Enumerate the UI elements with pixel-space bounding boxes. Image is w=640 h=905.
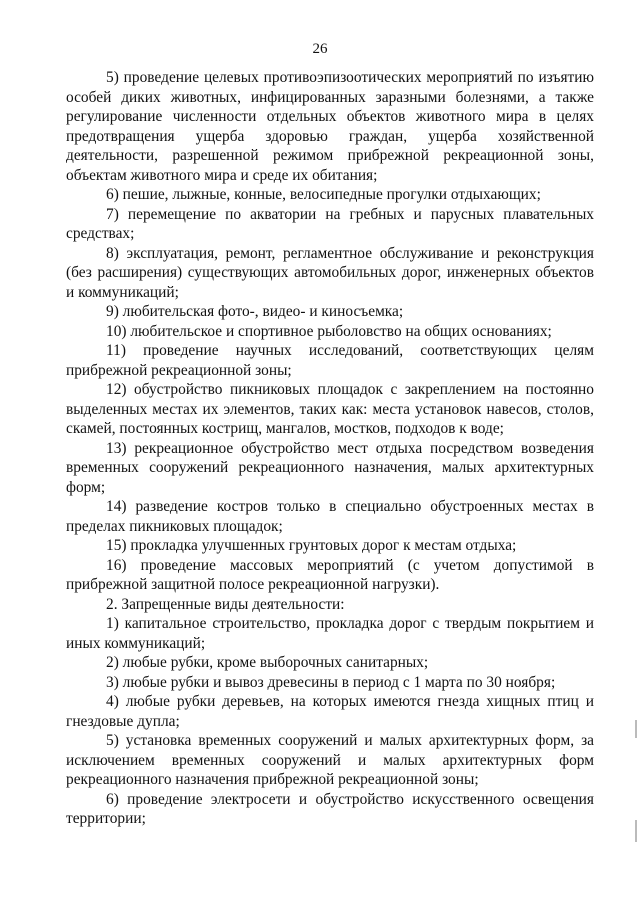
prohibited-item-1-construction: 1) капитальное строительство, прокладка дорог с твердым покрытием и иных коммуникаций; [66,615,594,652]
paragraph-item-11-research: 11) проведение научных исследований, соответствующих целям прибрежной рекреационной зоны; [66,342,594,379]
prohibited-item-2-felling: 2) любые рубки, кроме выборочных санитарных; [106,654,429,671]
prohibited-item-6-lighting: 6) проведение электросети и обустройство искусственного освещения территории; [66,790,594,827]
paragraph-item-14-campfires: 14) разведение костров только в специально обустроенных местах в пределах пикниковых площадок; [66,498,594,535]
paragraph-item-5-epizootic: 5) проведение целевых противоэпизоотических мероприятий по изъятию особей диких животных, инфицированных заразными болезнями, а также регулирование численности отдельных объектов животного мира в целях предотвращения ущерба здоровью граждан, ущерба хозяйственной деятельности, разрешенной режимом прибрежной рекреационной зоны, объектам животного мира и среде их обитания; [66,69,594,184]
scan-edge-mark [635,720,637,738]
document-body [66,68,594,829]
paragraph-item-7-water-travel: 7) перемещение по акватории на гребных и парусных плавательных средствах; [66,205,594,242]
section-heading-prohibited: 2. Запрещенные виды деятельности: [106,595,345,613]
paragraph-item-6-walks: 6) пешие, лыжные, конные, велосипедные прогулки отдыхающих; [106,186,541,203]
paragraph-item-12-picnic: 12) обустройство пикниковых площадок с закреплением на постоянно выделенных местах их элементов, таких как: места установок навесов, столов, скамей, постоянных кострищ, мангалов, мостков, подходов к воде; [66,381,594,437]
paragraph-item-9-photo: 9) любительская фото-, видео- и киносъемка; [106,303,404,320]
scan-edge-mark [635,820,637,842]
paragraph-item-15-dirt-roads: 15) прокладка улучшенных грунтовых дорог к местам отдыха; [106,537,517,554]
prohibited-item-3-timber: 3) любые рубки и вывоз древесины в период с 1 марта по 30 ноября; [106,673,556,691]
page-number: 26 [312,41,328,57]
prohibited-item-4-nest-trees: 4) любые рубки деревьев, на которых имеются гнезда хищных птиц и гнездовые дупла; [66,693,594,730]
paragraph-item-16-events: 16) проведение массовых мероприятий (с учетом допустимой в прибрежной защитной полосе рекреационной нагрузки). [66,556,594,593]
paragraph-item-13-recreation: 13) рекреационное обустройство мест отдыха посредством возведения временных сооружений рекреационного назначения, малых архитектурных форм; [66,439,594,496]
prohibited-item-5-structures: 5) установка временных сооружений и малых архитектурных форм, за исключением временных сооружений и малых архитектурных форм рекреационного назначения прибрежной рекреационной зоны; [66,732,594,788]
paragraph-item-8-roads: 8) эксплуатация, ремонт, регламентное обслуживание и реконструкция (без расширения) существующих автомобильных дорог, инженерных объектов и коммуникаций; [66,244,594,301]
paragraph-item-10-fishing: 10) любительское и спортивное рыболовство на общих основаниях; [106,322,552,340]
